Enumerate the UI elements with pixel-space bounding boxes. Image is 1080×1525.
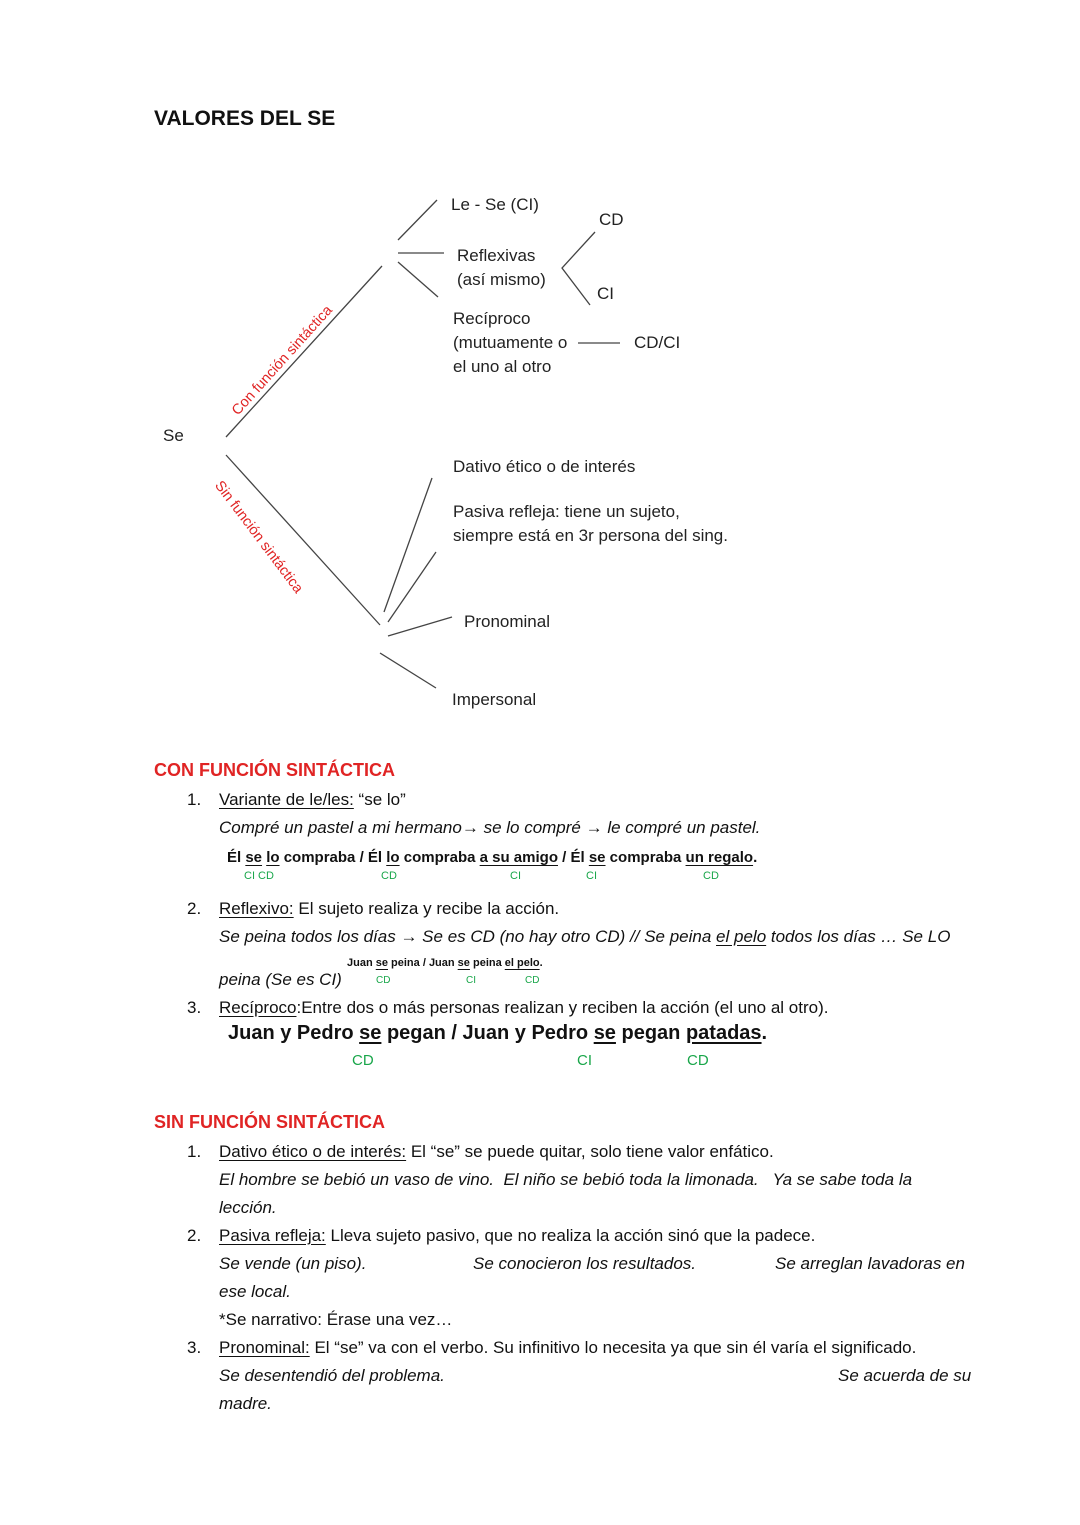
big-text3: pegan [615, 1022, 686, 1044]
tag-ci: CI [510, 870, 521, 882]
sin-item2-narrativo: *Se narrativo: Érase una vez… [219, 1310, 453, 1329]
con-item2-ex-b: el pelo [716, 927, 767, 946]
big-se: se [359, 1022, 382, 1044]
sin-item2-example-b: Se conocieron los resultados. [473, 1254, 697, 1273]
node-reflexivas-cd: CD [599, 210, 624, 229]
line-impersonal [380, 653, 436, 688]
sin-item1-label: Dativo ético o de interés: [219, 1142, 407, 1161]
con-item2-line [219, 899, 559, 919]
con-item2-label: Reflexivo: [219, 899, 294, 918]
node-reflexivas-line2: (así mismo) [457, 270, 546, 289]
line-le-se [398, 200, 437, 240]
con-item1-example: Compré un pastel a mi hermano→ se lo compré → le compré un pastel. [219, 818, 761, 837]
sin-item1-line [219, 1142, 774, 1162]
node-reciproco-line1: Recíproco [453, 309, 531, 328]
branch-label-con: Con función sintáctica [229, 302, 336, 419]
big-patadas: patadas [685, 1022, 762, 1044]
small-pelo: el pelo [504, 957, 540, 969]
ex2-se2: se [588, 849, 606, 866]
big-text4: . [761, 1022, 768, 1044]
sin-item2-line [219, 1226, 815, 1246]
line-reciproco [398, 262, 438, 297]
con-item1-number: 1. [187, 790, 202, 809]
line-pronominal [388, 617, 452, 636]
con-item2-rest: El sujeto realiza y recibe la acción. [293, 899, 560, 918]
node-reciproco-line2: (mutuamente o [453, 333, 568, 352]
node-reciproco-line3: el uno al otro [453, 357, 552, 376]
sin-item2-rest: Lleva sujeto pasivo, que no realiza la acción sinó que la padece. [325, 1226, 816, 1245]
sin-item1-example: El hombre se bebió un vaso de vino. El niño se bebió toda la limonada. Ya se sabe toda la [219, 1170, 913, 1189]
sin-item2-number: 2. [187, 1226, 202, 1245]
ex2-lo2: lo [386, 849, 400, 866]
small-text3: peina [469, 957, 505, 969]
con-item3-number: 3. [187, 998, 202, 1017]
ex2-text3: compraba [399, 849, 480, 866]
con-item2-example-cont: peina (Se es CI) [219, 970, 342, 989]
line-pasiva [388, 552, 436, 622]
node-le-se: Le - Se (CI) [451, 195, 539, 214]
con-item2-ex-a: Se peina todos los días → Se es CD (no hay otro CD) // Se peina [219, 927, 717, 946]
branch-line-sin [226, 455, 380, 625]
tag-cd: CD [525, 975, 540, 986]
small-text1: Juan [347, 957, 376, 969]
node-reciproco [453, 307, 567, 379]
sin-item3-example-a: Se desentendió del problema. [219, 1366, 445, 1385]
node-impersonal: Impersonal [452, 690, 537, 709]
tag-cd: CD [352, 1052, 374, 1069]
sin-item2-label: Pasiva refleja: [219, 1226, 326, 1245]
tree-diagram [0, 0, 1080, 760]
tag-ci: CI [577, 1052, 592, 1069]
section-heading-con: CON FUNCIÓN SINTÁCTICA [154, 760, 395, 780]
con-item1-example2 [227, 849, 757, 866]
ex2-amigo: a su amigo [479, 849, 558, 866]
sin-item1-rest: El “se” se puede quitar, solo tiene valor enfático. [406, 1142, 774, 1161]
branch-label-sin: Sin función sintáctica [211, 478, 306, 597]
section-heading-sin: SIN FUNCIÓN SINTÁCTICA [154, 1112, 385, 1132]
node-reflexivas [457, 244, 546, 292]
node-reflexivas-line1: Reflexivas [457, 246, 536, 265]
con-item2-number: 2. [187, 899, 202, 918]
small-se: se [375, 957, 388, 969]
con-item1-rest: “se lo” [353, 790, 406, 809]
con-item2-small-example [347, 957, 543, 969]
branch-line-con [226, 266, 382, 437]
node-pronominal: Pronominal [464, 612, 550, 631]
page-title: VALORES DEL SE [154, 107, 336, 130]
con-item3-line [219, 998, 828, 1018]
ex2-se: se [245, 849, 263, 866]
sin-item3-rest: El “se” va con el verbo. Su infinitivo lo necesita ya que sin él varía el significado. [309, 1338, 917, 1357]
sin-item2-example-a: Se vende (un piso). [219, 1254, 367, 1273]
sin-item3-label: Pronominal: [219, 1338, 310, 1357]
ex2-text4: / Él [557, 849, 589, 866]
ex2-lo: lo [266, 849, 280, 866]
con-item1-label: Variante de le/les: [219, 790, 354, 809]
sin-item1-number: 1. [187, 1142, 202, 1161]
con-item2-example [219, 927, 950, 947]
con-item2-ex-c: todos los días … Se LO [766, 927, 951, 946]
tag-cd: CD [381, 870, 397, 882]
ex2-regalo: un regalo [685, 849, 754, 866]
ex2-text5: compraba [605, 849, 686, 866]
small-text4: . [539, 957, 543, 969]
tag-ci-cd: CI CD [244, 870, 274, 882]
node-dativo: Dativo ético o de interés [453, 457, 636, 476]
con-item3-example [228, 1022, 767, 1045]
node-reciproco-func: CD/CI [634, 333, 681, 352]
ex2-text6: . [753, 849, 758, 866]
tag-ci: CI [586, 870, 597, 882]
big-text2: pegan / Juan y Pedro [381, 1022, 594, 1044]
tag-ci: CI [466, 975, 476, 986]
sin-item3-number: 3. [187, 1338, 202, 1357]
ex2-text2: compraba / Él [279, 849, 387, 866]
sin-item3-example-c: madre. [219, 1394, 272, 1413]
con-item3-rest: :Entre dos o más personas realizan y reciben la acción (el uno al otro). [296, 998, 829, 1017]
sin-item2-example-c: Se arreglan lavadoras en [775, 1254, 965, 1273]
con-item3-label: Recíproco [219, 998, 297, 1017]
ex2-text1: Él [227, 849, 246, 866]
bracket-reflexivas [562, 232, 595, 305]
sin-item1-example-cont: lección. [219, 1198, 277, 1217]
small-se2: se [457, 957, 470, 969]
node-pasiva [453, 500, 728, 548]
con-item1-line [219, 790, 406, 810]
sin-item3-line [219, 1338, 916, 1358]
tag-cd: CD [703, 870, 719, 882]
big-se2: se [593, 1022, 616, 1044]
node-pasiva-line1: Pasiva refleja: tiene un sujeto, [453, 502, 680, 521]
sin-item3-example-b: Se acuerda de su [838, 1366, 972, 1385]
diagram-root-se: Se [163, 426, 184, 445]
tag-cd: CD [376, 975, 391, 986]
big-text1: Juan y Pedro [228, 1022, 360, 1044]
node-pasiva-line2: siempre está en 3r persona del sing. [453, 526, 728, 545]
sin-item2-example-d: ese local. [219, 1282, 291, 1301]
tag-cd: CD [687, 1052, 709, 1069]
small-text2: peina / Juan [387, 957, 458, 969]
node-reflexivas-ci: CI [597, 284, 614, 303]
